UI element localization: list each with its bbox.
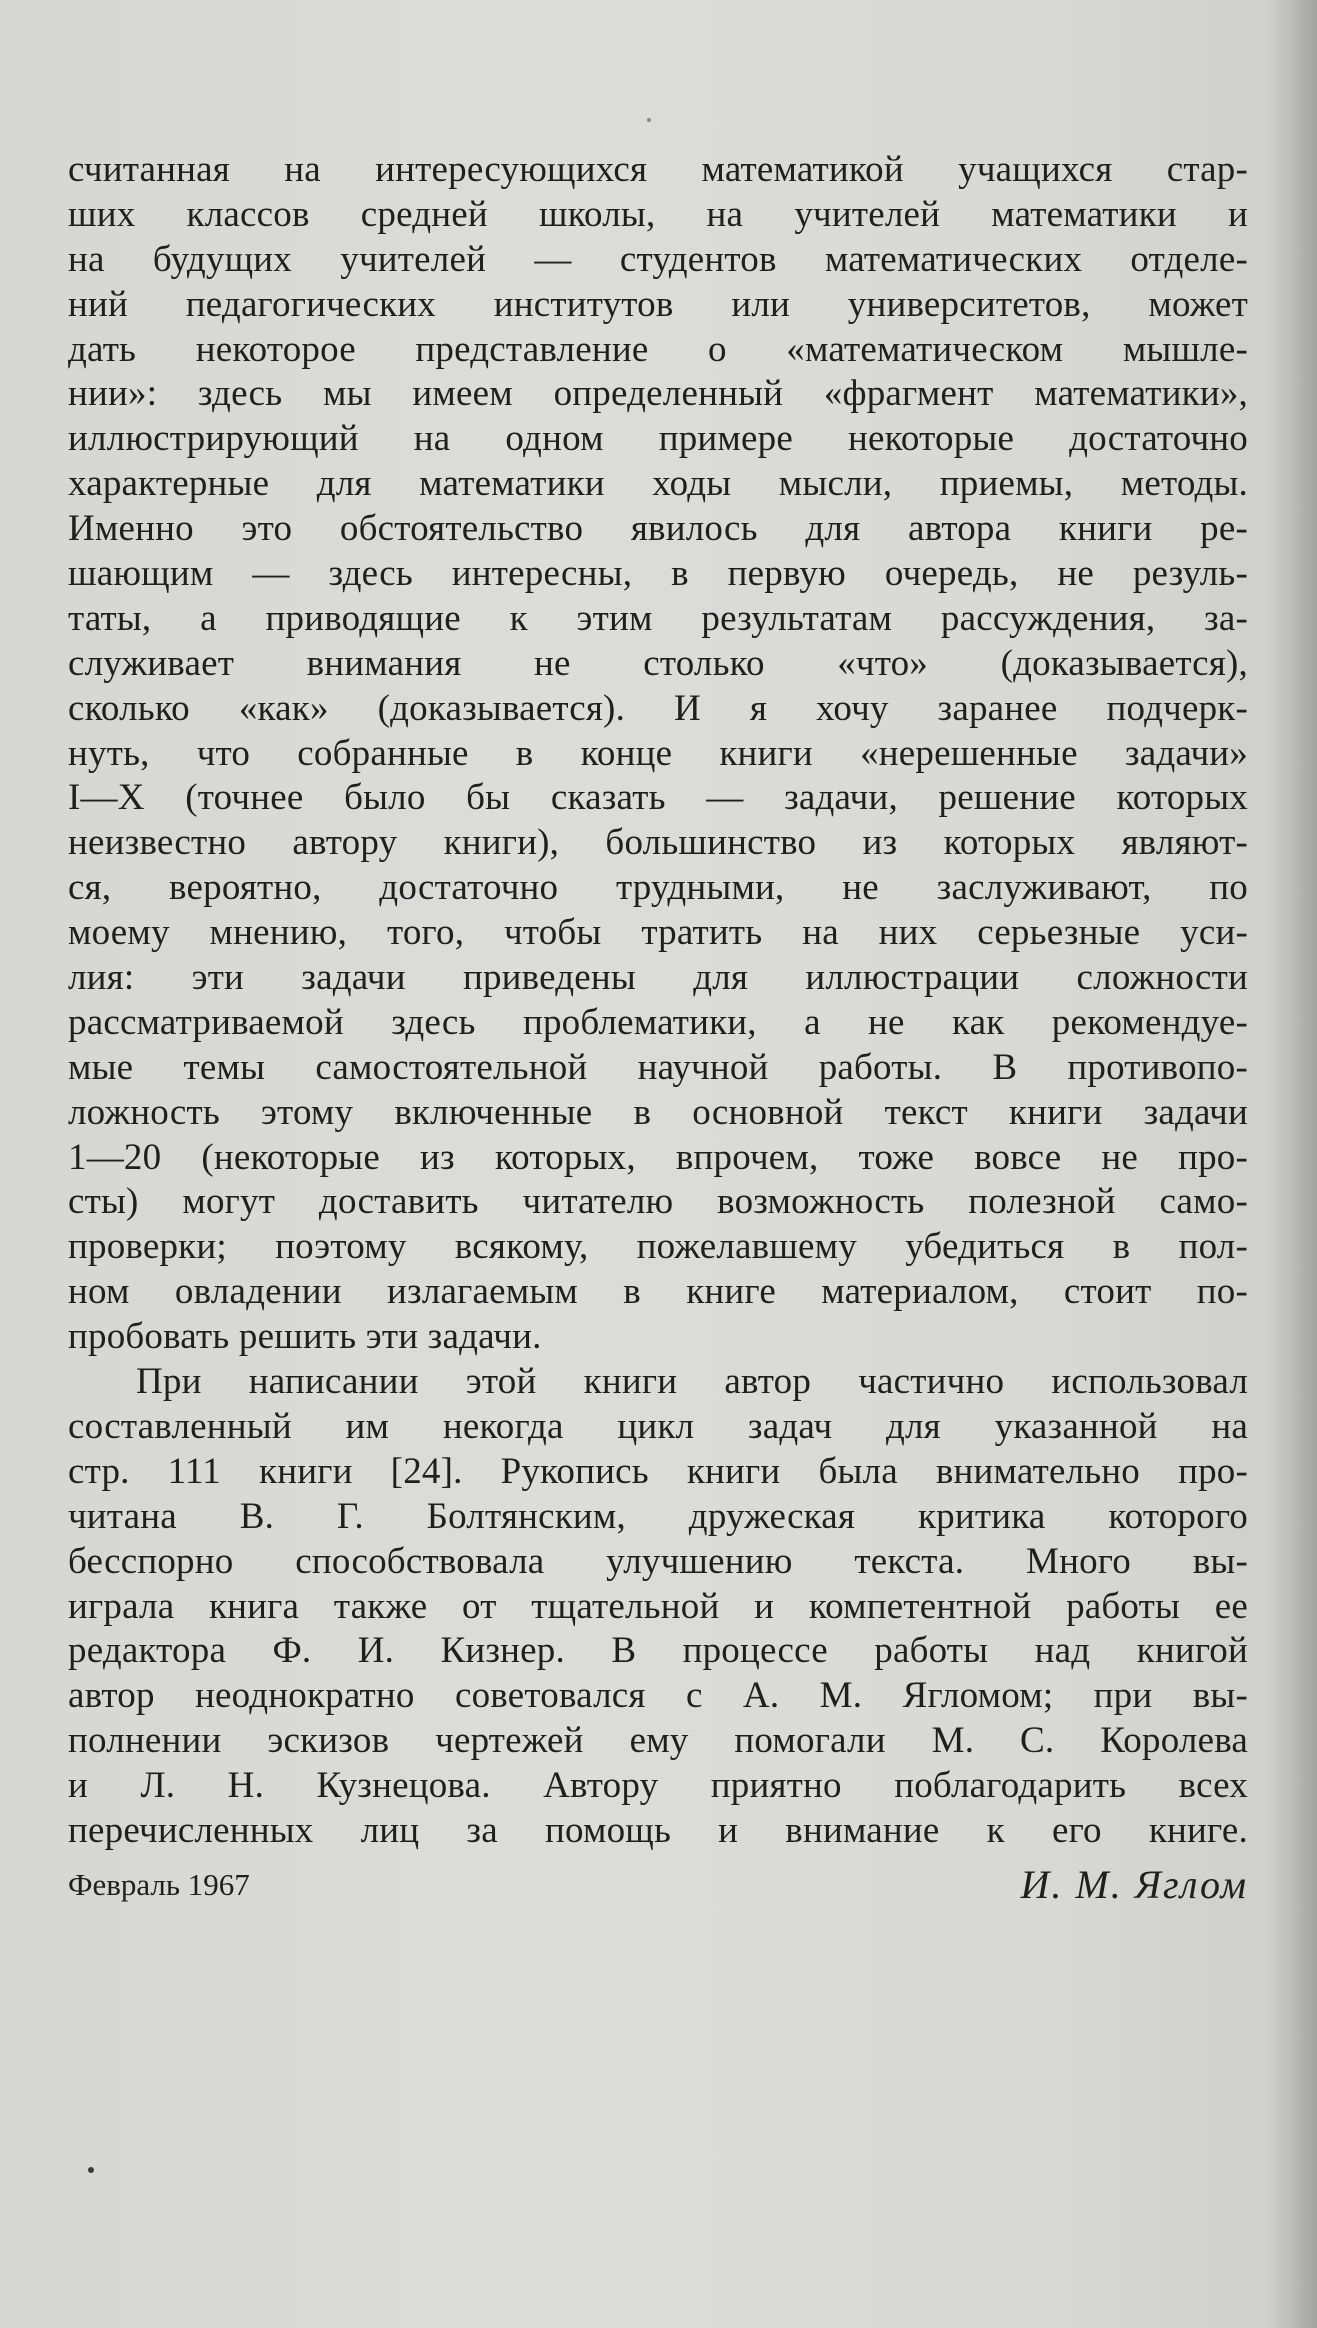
text-line: проверки; поэтому всякому, пожелавшему убедиться в пол- <box>68 1226 1248 1268</box>
text-line: составленный им некогда цикл задач для указанной на <box>68 1405 1248 1447</box>
scan-speck <box>88 2167 94 2173</box>
text-line: полнении эскизов чертежей ему помогали М. С. Королева <box>68 1720 1248 1762</box>
text-line: таты, а приводящие к этим результатам рассуждения, за- <box>68 597 1248 639</box>
text-line: лия: эти задачи приведены для иллюстрации сложности <box>68 957 1248 999</box>
paragraph-first-line: При написании этой книги автор частично использовал <box>136 1361 1248 1403</box>
scan-speck <box>647 118 651 122</box>
text-line: автор неоднократно советовался с А. М. Ягломом; при вы- <box>68 1675 1248 1717</box>
page-edge-shadow <box>1271 0 1317 2328</box>
text-line: дать некоторое представление о «математическом мышле- <box>68 328 1248 370</box>
text-line: ном овладении излагаемым в книге материалом, стоит по- <box>68 1271 1248 1313</box>
text-line: редактора Ф. И. Кизнер. В процессе работы над книгой <box>68 1630 1248 1672</box>
text-line: считанная на интересующихся математикой учащихся стар- <box>68 149 1248 190</box>
body-text <box>68 148 1248 1854</box>
text-line: нуть, что собранные в конце книги «нерешенные задачи» <box>68 732 1248 774</box>
text-line: характерные для математики ходы мысли, приемы, методы. <box>68 463 1248 505</box>
text-line: 1—20 (некоторые из которых, впрочем, тоже вовсе не про- <box>68 1136 1248 1178</box>
text-line: мые темы самостоятельной научной работы. В противопо- <box>68 1046 1248 1088</box>
text-line: играла книга также от тщательной и компетентной работы ее <box>68 1585 1248 1627</box>
text-line: ложность этому включенные в основной текст книги задачи <box>68 1091 1248 1133</box>
paragraph-last-line: пробовать решить эти задачи. <box>68 1316 542 1358</box>
text-line: рассматриваемой здесь проблематики, а не как рекомендуе- <box>68 1001 1248 1043</box>
text-line: сты) могут доставить читателю возможность полезной само- <box>68 1181 1248 1223</box>
text-line: неизвестно автору книги), большинство из которых являют- <box>68 822 1248 864</box>
text-line: на будущих учителей — студентов математических отделе- <box>68 238 1248 280</box>
text-line: ся, вероятно, достаточно трудными, не заслуживают, по <box>68 867 1248 909</box>
text-line: служивает внимания не столько «что» (доказывается), <box>68 642 1248 684</box>
text-line: моему мнению, того, чтобы тратить на них серьезные уси- <box>68 912 1248 954</box>
text-line: ний педагогических институтов или университетов, может <box>68 283 1248 325</box>
date-line: Февраль 1967 <box>68 1867 250 1902</box>
text-line: нии»: здесь мы имеем определенный «фрагмент математики», <box>68 373 1248 415</box>
text-line: читана В. Г. Болтянским, дружеская критика которого <box>68 1495 1248 1537</box>
text-line: сколько «как» (доказывается). И я хочу заранее подчерк- <box>68 687 1248 729</box>
text-line: стр. 111 книги [24]. Рукопись книги была внимательно про- <box>68 1450 1248 1492</box>
text-line: шающим — здесь интересны, в первую очередь, не резуль- <box>68 553 1248 595</box>
text-line: бесспорно способствовала улучшению текста. Много вы- <box>68 1540 1248 1582</box>
text-line: ших классов средней школы, на учителей математики и <box>68 193 1248 235</box>
author-name: И. М. Яглом <box>1020 1862 1248 1907</box>
text-line: перечисленных лиц за помощь и внимание к его книге. <box>68 1809 1248 1851</box>
text-line: Именно это обстоятельство явилось для автора книги ре- <box>68 508 1248 550</box>
signature-block <box>68 1860 1248 1910</box>
text-line: и Л. Н. Кузнецова. Автору приятно поблагодарить всех <box>68 1765 1248 1807</box>
text-line: иллюстрирующий на одном примере некоторые достаточно <box>68 418 1248 460</box>
text-line: I—X (точнее было бы сказать — задачи, решение которых <box>68 777 1248 819</box>
